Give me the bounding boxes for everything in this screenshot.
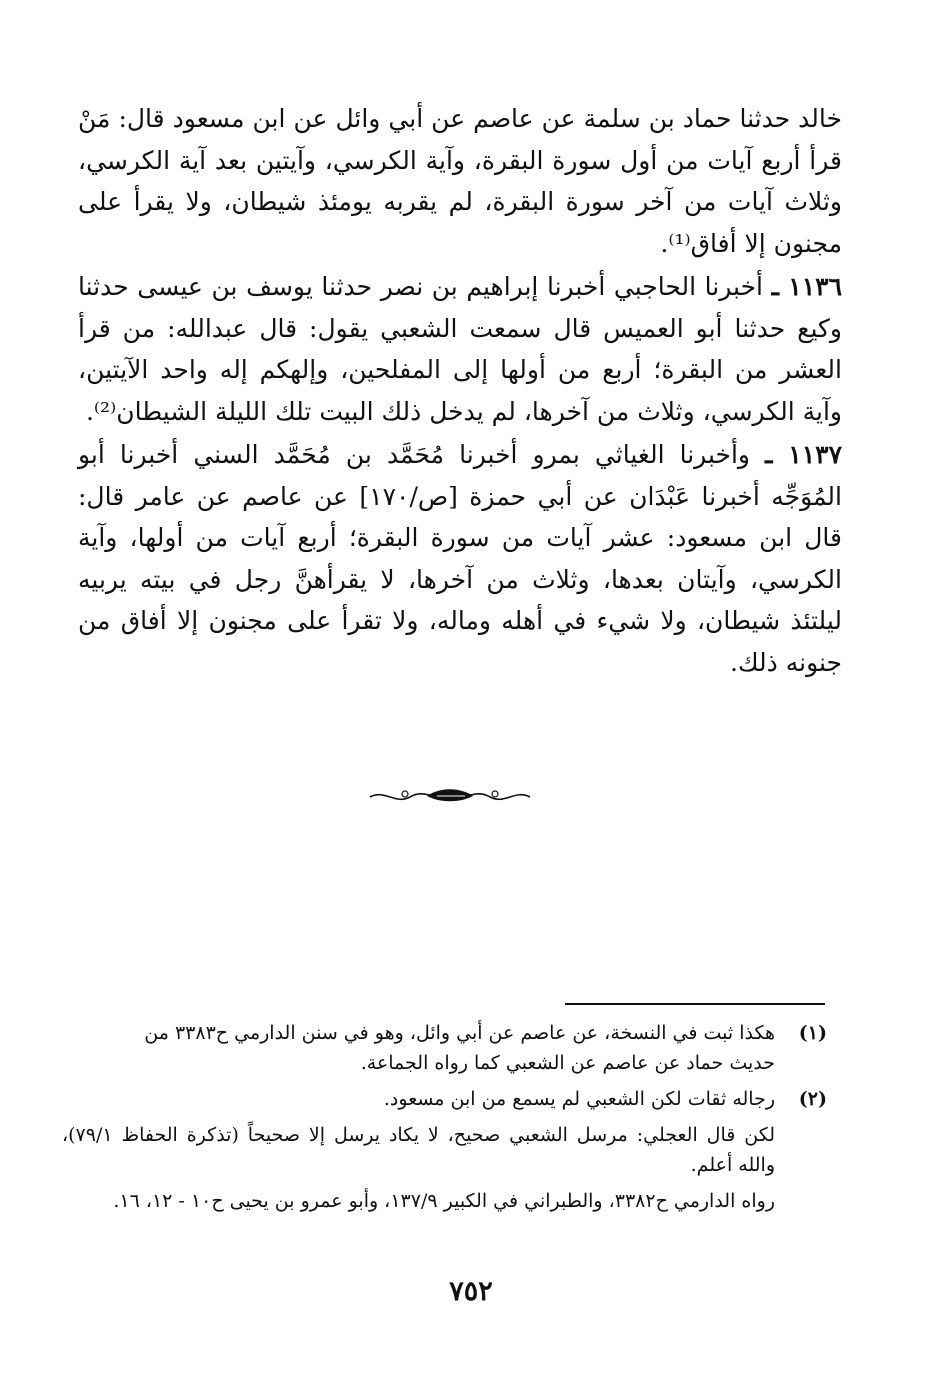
paragraph-1136 bbox=[78, 266, 842, 432]
footnote-2-label: (٢) bbox=[798, 1088, 827, 1110]
hadith-number-1137: ١١٣٧ ـ bbox=[765, 440, 843, 469]
footnote-1-line-2: حديث حماد عن عاصم عن الشعبي كما رواه الجماعة. bbox=[360, 1052, 775, 1074]
paragraph-1137 bbox=[78, 434, 842, 683]
footnote-2-continuation: لكن قال العجلي: مرسل الشعبي صحيح، لا يكاد يرسل إلا صحيحاً (تذكرة الحفاظ ٧٩/١)، والله أعلم. bbox=[62, 1124, 775, 1176]
footnote-2-sources: رواه الدارمي ح٣٣٨٢، والطبراني في الكبير ١٣٧/٩، وأبو عمرو بن يحيى ح١٠ - ١٢، ١٦. bbox=[113, 1190, 775, 1212]
hadith-text-1137: وأخبرنا الغياثي بمرو أخبرنا مُحَمَّد بن مُحَمَّد السني أخبرنا أبو المُوَجِّه أخبرنا عَبْدَان عن أبي حمزة [ص/١٧٠] عن عاصم عن عامر قال: قال ابن مسعود: عشر آيات من سورة البقرة؛ أربع آيات من أولها، وآية الكرسي، وآيتان بعدها، وثلاث من آخرها، لا يقرأهنَّ رجل في بيته يربيه ليلتئذ شيطان، ولا شيء في أهله وماله، ولا تقرأ على مجنون إلا أفاق من جنونه ذلك. bbox=[78, 440, 842, 677]
footnote-separator bbox=[565, 1003, 825, 1005]
ornament-divider-icon bbox=[365, 783, 535, 809]
footnote-1-label: (١) bbox=[798, 1022, 827, 1044]
footnote-1 bbox=[62, 1018, 827, 1078]
footnote-2-body bbox=[62, 1084, 775, 1114]
main-text bbox=[78, 98, 842, 683]
page-number: ٧٥٢ bbox=[449, 1276, 493, 1307]
paragraph-1: خالد حدثنا حماد بن سلمة عن عاصم عن أبي وائل عن ابن مسعود قال: مَنْ قرأ أربع آيات من أول سورة البقرة، وآية الكرسي، وآيتين بعد آية الكرسي، وثلاث آيات من آخر سورة البقرة، لم يقربه يومئذ شيطان، ولا يقرأ على مجنون إلا أفاق⁽¹⁾. bbox=[78, 104, 842, 258]
footnote-2 bbox=[62, 1084, 827, 1114]
footnotes bbox=[62, 1018, 827, 1216]
footnote-1-line-1: هكذا ثبت في النسخة، عن عاصم عن أبي وائل، وهو في سنن الدارمي ح٣٣٨٣ من bbox=[144, 1022, 775, 1044]
hadith-number-1136: ١١٣٦ ـ bbox=[771, 272, 843, 301]
footnote-2-line-1: رجاله ثقات لكن الشعبي لم يسمع من ابن مسعود. bbox=[383, 1088, 775, 1110]
footnote-1-body bbox=[62, 1018, 775, 1078]
hadith-text-1136: أخبرنا الحاجبي أخبرنا إبراهيم بن نصر حدثنا يوسف بن عيسى حدثنا وكيع حدثنا أبو العميس قال سمعت الشعبي يقول: قال عبدالله: من قرأ العشر من البقرة؛ أربع من أولها إلى المفلحين، وإلهكم إله واحد الآيتين، وآية الكرسي، وثلاث من آخرها، لم يدخل ذلك البيت تلك الليلة الشيطان⁽²⁾. bbox=[78, 272, 842, 426]
